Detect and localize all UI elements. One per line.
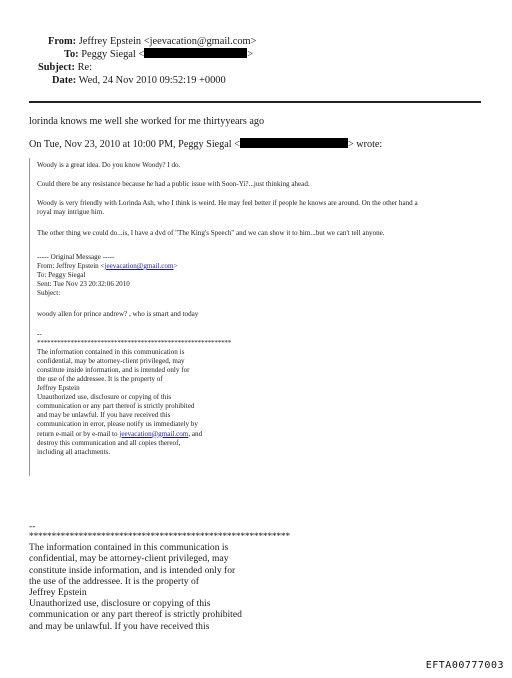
header-from — [48, 35, 256, 48]
disclaimer-link-line: return e-mail or by e-mail to jeevacation@gmail.com, and — [37, 429, 203, 438]
disclaimer-dash: -- — [37, 330, 42, 338]
quote-intro — [29, 138, 382, 150]
quoted-line: royal may intrigue him. — [37, 208, 104, 216]
subject-value: Re: — [77, 62, 92, 73]
quote-intro-prefix: On Tue, Nov 23, 2010 at 10:00 PM, Peggy Siegal < — [29, 139, 240, 150]
date-label: Date: — [52, 75, 77, 86]
disclaimer-line: Jeffrey Epstein — [29, 587, 87, 599]
disclaimer-line: Unauthorized use, disclosure or copying of this — [29, 598, 211, 610]
disclaimer-line: Unauthorized use, disclosure or copying of this — [37, 393, 172, 402]
original-from: From: Jeffrey Epstein <jeevacation@gmail.com> — [37, 262, 178, 270]
email-link[interactable]: jeevacation@gmail.com — [104, 262, 174, 270]
original-subject: Subject: — [37, 289, 61, 297]
reply-body: lorinda knows me well she worked for me thirtyyears ago — [29, 116, 265, 127]
disclaimer-line: confidential, may be attorney-client privileged, may — [29, 553, 229, 565]
disclaimer-line: communication or any part thereof is strictly prohibited — [37, 402, 195, 411]
subject-label: Subject: — [38, 62, 75, 73]
to-label: To: — [64, 49, 79, 60]
disclaimer-line: the use of the addressee. It is the property of — [29, 575, 199, 587]
disclaimer-line: constitute inside information, and is intended only for — [37, 366, 190, 375]
original-separator: ----- Original Message ----- — [37, 253, 115, 261]
quoted-line: Woody is very friendly with Lorinda Ash, who I think is weird. He may feel better if people he knows are around. On the other hand a — [37, 199, 418, 207]
email-link[interactable]: jeevacation@gmail.com — [119, 429, 189, 438]
disclaimer-line: and may be unlawful. If you have received this — [29, 620, 210, 632]
disclaimer-line: and may be unlawful. If you have received this — [37, 411, 171, 420]
disclaimer-line: the use of the addressee. It is the property of — [37, 375, 163, 384]
header-to — [64, 48, 253, 61]
bates-stamp: EFTA00777003 — [425, 660, 504, 671]
quoted-line: Woody is a great idea. Do you know Woody? I do. — [37, 161, 181, 169]
redaction-bar — [144, 48, 247, 58]
original-to: To: Peggy Siegal — [37, 271, 86, 279]
disclaimer-stars: ********************************************************** — [29, 531, 290, 542]
disclaimer-line: communication in error, please notify us immediately by — [37, 420, 198, 429]
disclaimer-line: The information contained in this communication is — [29, 542, 229, 554]
header-subject — [38, 61, 92, 74]
quote-intro-suffix: > wrote: — [347, 139, 383, 150]
small-disclaimer — [37, 330, 231, 457]
disclaimer-line: communication or any part thereof is strictly prohibited — [29, 609, 242, 621]
from-label: From: — [48, 36, 77, 47]
date-value: Wed, 24 Nov 2010 09:52:19 +0000 — [78, 75, 226, 86]
to-value: Peggy Siegal < — [81, 49, 145, 60]
quoted-line: Could there be any resistance because he had a public issue with Soon-Yi?...just thinking ahead. — [37, 180, 310, 188]
original-sent: Sent: Tue Nov 23 20:32:06 2010 — [37, 280, 130, 288]
redaction-bar — [240, 138, 348, 148]
disclaimer-line: Jeffrey Epstein — [37, 384, 80, 393]
header-date — [52, 74, 226, 87]
disclaimer-line: including all attachments. — [37, 447, 111, 456]
disclaimer-dash: -- — [29, 521, 36, 532]
header-divider — [29, 101, 481, 103]
from-value: Jeffrey Epstein <jeevacation@gmail.com> — [78, 36, 257, 47]
to-value-close: > — [247, 49, 254, 60]
quoted-line: The other thing we could do...is, I have a dvd of "The King's Speech" and we can show it to him...but we can't tell anyone. — [37, 229, 385, 237]
disclaimer-line: The information contained in this communication is — [37, 348, 185, 357]
disclaimer-line: confidential, may be attorney-client privileged, may — [37, 357, 185, 366]
disclaimer-line: constitute inside information, and is intended only for — [29, 564, 236, 576]
original-body: woody allen for prince andrew? , who is smart and today — [37, 310, 199, 318]
disclaimer-line: destroy this communication and all copies thereof, — [37, 438, 181, 447]
large-disclaimer — [29, 522, 290, 632]
disclaimer-stars: ********************************************************** — [37, 339, 232, 348]
